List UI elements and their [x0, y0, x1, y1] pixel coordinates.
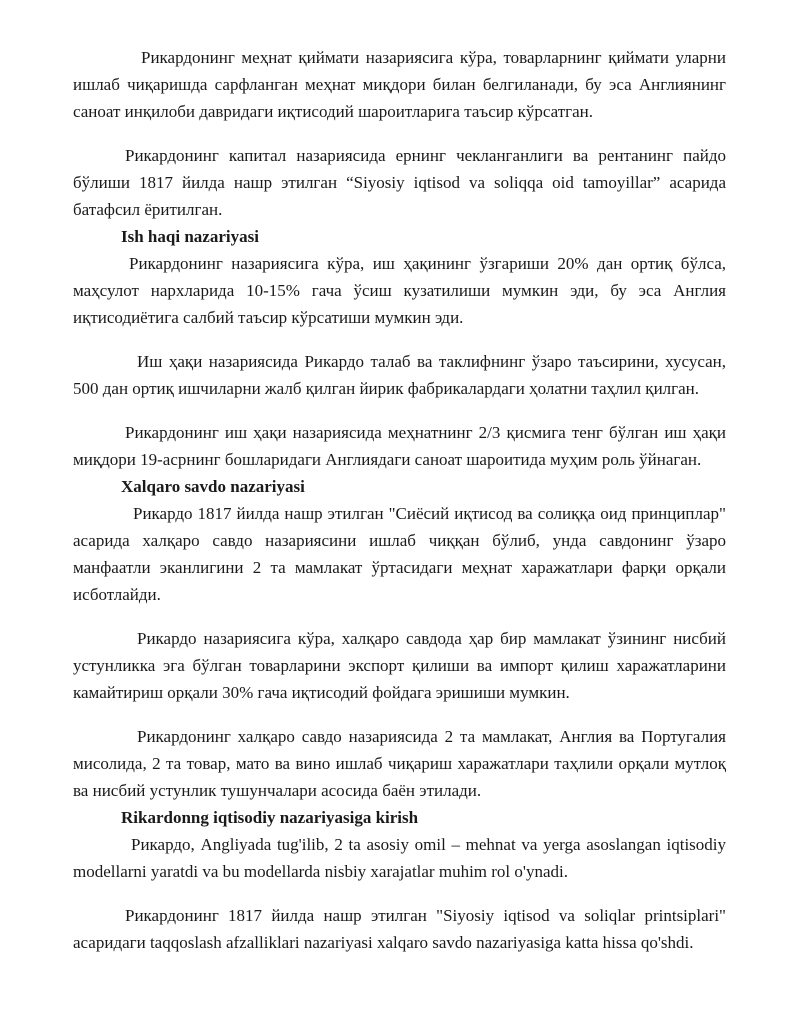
intro-paragraph-labor-value: Рикардонинг меҳнат қиймати назариясига кўра, товарларнинг қиймати уларни ишлаб чиқаришда сарфланган меҳнат миқдори билан белгиланади, бу эса Англиянинг саноат инқилоби давридаги иқтисодий шароитларига таъсир кўрсатган.: [73, 48, 726, 121]
section-paragraph: Рикардо, Angliyada tug'ilib, 2 ta asosiy omil – mehnat va yerga asoslangan iqtisodiy modellarni yaratdi va bu modellarda nisbiy xarajatlar muhim rol o'ynadi.: [73, 835, 726, 881]
section-heading: Xalqaro savdo nazariyasi: [121, 477, 305, 496]
section-paragraph: Рикардонинг иш ҳақи назариясида меҳнатнинг 2/3 қисмига тенг бўлган иш ҳақи миқдори 19-асрнинг бошларидаги Англиядаги саноат шароитида муҳим роль ўйнаган.: [73, 423, 726, 469]
section-paragraph: Рикардонинг халқаро савдо назариясида 2 та мамлакат, Англия ва Португалия мисолида, 2 та товар, мато ва вино ишлаб чиқариш харажатлари таҳлили орқали мутлоқ ва нисбий устунлик тушунчалари асосида баён этилади.: [73, 727, 726, 800]
section-paragraph: Рикардо 1817 йилда нашр этилган "Сиёсий иқтисод ва солиққа оид принциплар" асарида халқаро савдо назариясини ишлаб чиққан бўлиб, унда савдонинг ўзаро манфаатли эканлигини 2 та мамлакат ўртасидаги меҳнат харажатлари фарқи орқали исботлайди.: [73, 504, 726, 604]
section-paragraph: Рикардонинг назариясига кўра, иш ҳақининг ўзгариши 20% дан ортиқ бўлса, маҳсулот нархларида 10-15% гача ўсиш кузатилиши мумкин эди, бу эса Англия иқтисодиётига салбий таъсир кўрсатиши мумкин эди.: [73, 254, 726, 327]
intro-paragraph-capital-theory: Рикардонинг капитал назариясида ернинг чекланганлиги ва рентанинг пайдо бўлиши 1817 йилда нашр этилган “Siyosiy iqtisod va soliqqa oid tamoyillar” асарида батафсил ёритилган.: [73, 146, 726, 219]
section-wage-theory: [73, 223, 726, 473]
section-introduction: [73, 804, 726, 956]
section-paragraph: Иш ҳақи назариясида Рикардо талаб ва таклифнинг ўзаро таъсирини, хусусан, 500 дан ортиқ ишчиларни жалб қилган йирик фабрикалардаги ҳолатни таҳлил қилган.: [73, 352, 726, 398]
section-heading: Ish haqi nazariyasi: [121, 227, 259, 246]
section-heading: Rikardonng iqtisodiy nazariyasiga kirish: [121, 808, 419, 827]
section-paragraph: Рикардонинг 1817 йилда нашр этилган "Siyosiy iqtisod va soliqlar printsiplari" асаридаги taqqoslash afzalliklari nazariyasi xalqaro savdo nazariyasiga katta hissa qo'shdi.: [73, 906, 726, 952]
section-international-trade: [73, 473, 726, 804]
document-page: [73, 44, 726, 956]
section-paragraph: Рикардо назариясига кўра, халқаро савдода ҳар бир мамлакат ўзининг нисбий устунликка эга бўлган товарларини экспорт қилиши ва импорт қилиш харажатларини камайтириш орқали 30% гача иқтисодий фойдага эришиши мумкин.: [73, 629, 726, 702]
